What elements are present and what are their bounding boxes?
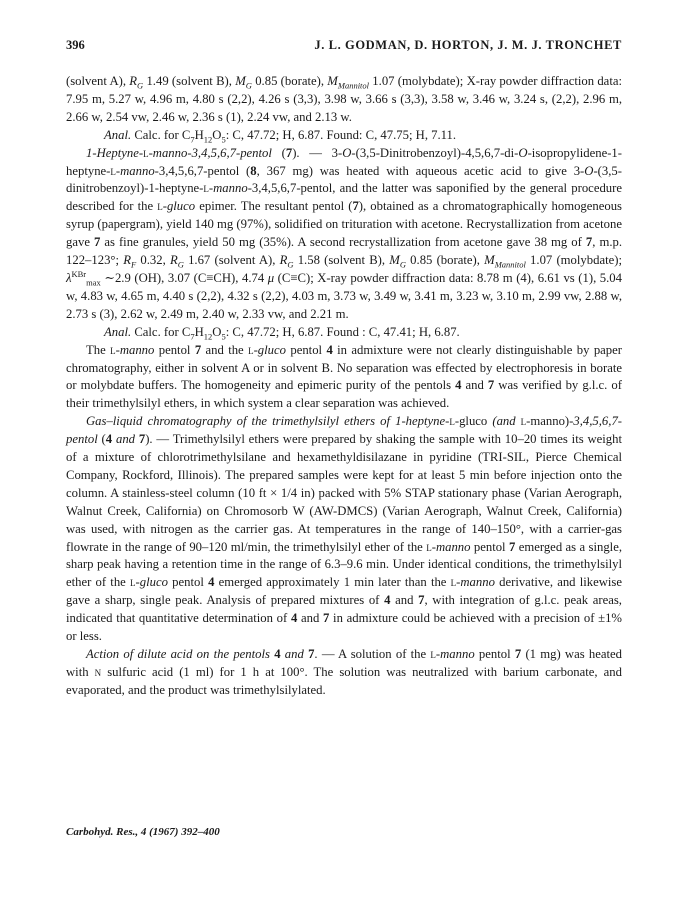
page-footer-citation: Carbohyd. Res., 4 (1967) 392–400 bbox=[66, 826, 220, 838]
page-header bbox=[66, 38, 622, 58]
paragraph-heptyne-manno: 1-Heptyne-l-manno-3,4,5,6,7-pentol (7). — 3-O-(3,5-Dinitrobenzoyl)-4,5,6,7-di-O-isopropylidene-1-heptyne-l-manno-3,4,5,6,7-pentol (8, 367 mg) was heated with aqueous acetic acid to give 3-O-(3,5-dinitrobenzoyl)-1-heptyne-l-manno-3,4,5,6,7-pentol, and the latter was saponified by the general procedure described for the l-gluco epimer. The resultant pentol (7), obtained as a chromatographically homogeneous syrup (papergram), yield 140 mg (97%), solidified on trituration with acetone. Recrystallization from acetone gave 7 as fine granules, yield 50 mg (35%). A second recrystallization from acetone gave 38 mg of 7, m.p. 122–123°; $R_F$ 0.32, $R_G$ 1.67 (solvent A), $R_G$ 1.58 (solvent B), $M_G$ 0.85 (borate), $M_{Mannitol}$ 1.07 (molybdate); $\lambda^{KBr}_{max}$ ∼2.9 (OH), 3.07 (C≡CH), 4.74 μ (C≡C); X-ray powder diffraction data: 8.78 m (4), 6.61 vs (1), 5.04 w, 4.83 w, 4.65 m, 4.40 s (2,2), 4.32 s (2,2), 4.03 m, 3.73 w, 3.49 w, 3.41 m, 3.23 w, 3.10 m, 2.99 vw, 2.88 w, 2.73 s (3), 2.62 w, 2.49 m, 2.40 w, 2.33 vw, and 2.21 m. bbox=[66, 145, 623, 321]
running-head: J. L. GODMAN, D. HORTON, J. M. J. TRONCHET bbox=[314, 38, 622, 52]
paragraph-continuation: (solvent A), $R_G$ 1.49 (solvent B), $M_G$ 0.85 (borate), $M_{Mannitol}$ 1.07 (molybdate); X-ray powder diffraction data: 7.95 m, 5.27 w, 4.96 m, 4.80 s (2,2), 4.26 s (3,3), 3.98 w, 3.66 s (3,3), 3.58 w, 3.46 w, 3.24 s, (2,2), 2.96 m, 2.66 w, 2.54 vw, 2.46 w, 2.36 s (1), 2.24 vw, and 2.13 w. bbox=[66, 74, 622, 124]
analysis-1: Anal. Calc. for $C_7H_{12}O_5$: C, 47.72; H, 6.87. Found: C, 47.75; H, 7.11. bbox=[104, 127, 457, 145]
page-number: 396 bbox=[66, 38, 85, 52]
paragraph-dilute-acid: Action of dilute acid on the pentols 4 and 7. — A solution of the l-manno pentol 7 (1 mg) was heated with n sulfuric acid (1 ml) for 1 h at 100°. The solution was neutralized with barium carbonate, and evaporated, and the product was trimethylsilylated. bbox=[66, 647, 622, 697]
paragraph-glc: Gas–liquid chromatography of the trimethylsilyl ethers of 1-heptyne-l-gluco (and l-manno)-3,4,5,6,7-pentol (4 and 7). — Trimethylsilyl ethers were prepared by shaking the sample with 10–20 times its weight of a mixture of chlorotrimethylsilane and hexamethyldisilazane in pyridine (TRI-SIL, Pierce Chemical Company, Rockford, Illinois). The prepared samples were kept for at least 5 min before injection onto the column. A stainless-steel column (10 ft × 1/4 in) packed with 5% STAP stationary phase (Varian Aerograph, Walnut Creek, California) on Chromosorb W (AW-DMCS) (Varian Aerograph, Walnut Creek, California) was used, with nitrogen as the carrier gas. At temperatures in the range of 140–150°, with a carrier-gas flowrate in the range of 90–120 ml/min, the trimethylsilyl ether of the l-manno pentol 7 emerged as a single, sharp peak having a retention time in the range of 6.3–9.6 min. Under identical conditions, the trimethylsilyl ether of the l-gluco pentol 4 emerged approximately 1 min later than the l-manno derivative, and likewise gave a sharp, single peak. Analysis of prepared mixtures of 4 and 7, with integration of g.l.c. peak areas, indicated that quantitative determination of 4 and 7 in admixture could be achieved with a precision of ±1% or less. bbox=[66, 414, 623, 644]
analysis-2: Anal. Calc. for $C_7H_{12}O_5$: C, 47.72; H, 6.87. Found : C, 47.41; H, 6.87. bbox=[104, 324, 460, 342]
paragraph-admixture: The l-manno pentol 7 and the l-gluco pentol 4 in admixture were not clearly distinguishable by paper chromatography, either in solvent A or in solvent B. No separation was effected by electrophoresis in borate or molybdate buffers. The homogeneity and epimeric purity of the pentols 4 and 7 was verified by g.l.c. of their trimethylsilyl ethers, in which system a clear separation was achieved. bbox=[66, 342, 623, 411]
body-text bbox=[66, 73, 622, 700]
